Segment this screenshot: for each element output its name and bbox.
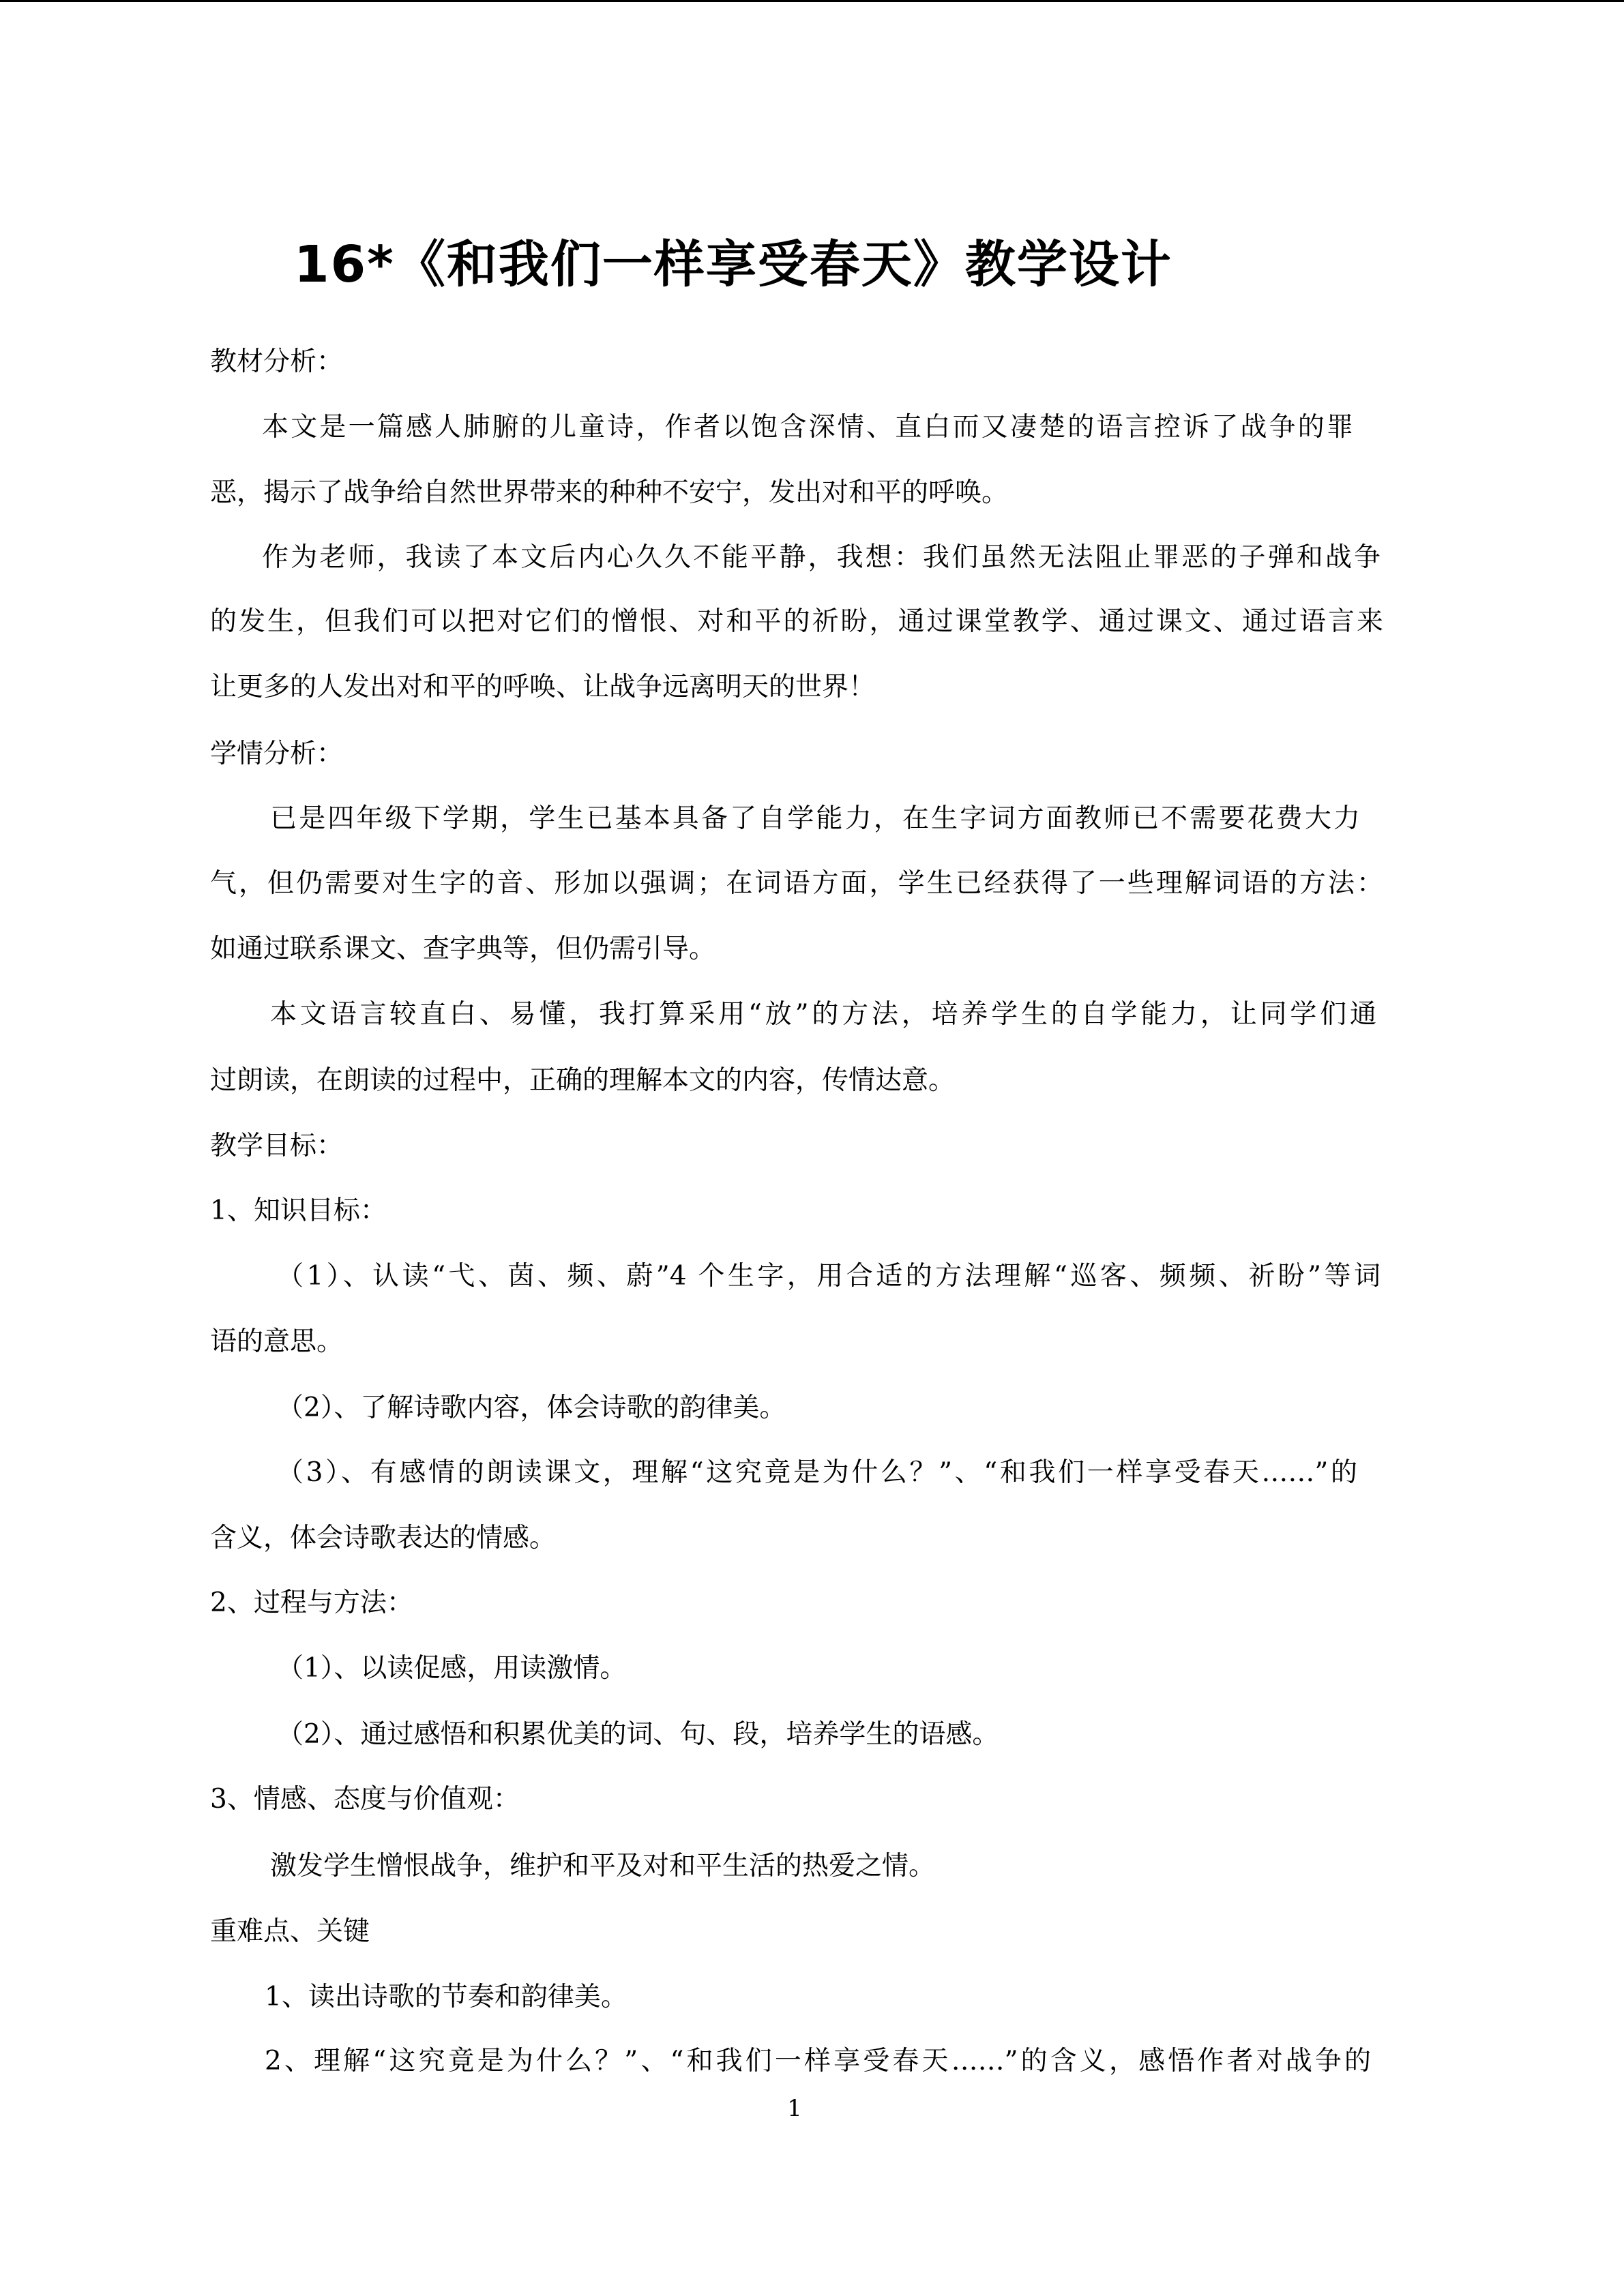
section-heading-textbook-analysis: 教材分析： bbox=[210, 346, 344, 377]
paragraph-line: 本文语言较直白、易懂，我打算采用“放”的方法，培养学生的自学能力，让同学们通 bbox=[270, 999, 1376, 1030]
paragraph-line: 已是四年级下学期，学生已基本具备了自学能力，在生字词方面教师已不需要花费大力 bbox=[270, 803, 1360, 834]
list-item-line: 2、理解“这究竟是为什么？”、“和我们一样享受春天……”的含义，感悟作者对战争的 bbox=[265, 2046, 1371, 2076]
paragraph-line: 作为老师，我读了本文后内心久久不能平静，我想：我们虽然无法阻止罪恶的子弹和战争 bbox=[262, 542, 1381, 573]
list-item-line: 语的意思。 bbox=[210, 1326, 344, 1357]
list-item-line: 1、读出诗歌的节奏和韵律美。 bbox=[265, 1982, 628, 2012]
paragraph-line: 过朗读，在朗读的过程中，正确的理解本文的内容，传情达意。 bbox=[210, 1065, 956, 1096]
list-item-line: 含义，体会诗歌表达的情感。 bbox=[210, 1523, 557, 1553]
list-item-line: （2）、通过感悟和积累优美的词、句、段，培养学生的语感。 bbox=[277, 1719, 999, 1750]
page-number: 1 bbox=[787, 2095, 802, 2122]
list-item-line: （3）、有感情的朗读课文，理解“这究竟是为什么？”、“和我们一样享受春天……”的 bbox=[277, 1457, 1357, 1488]
subheading-emotion-values: 3、情感、态度与价值观： bbox=[210, 1784, 520, 1815]
paragraph-line: 如通过联系课文、查字典等，但仍需引导。 bbox=[210, 934, 716, 964]
document-title: 16*《和我们一样享受春天》教学设计 bbox=[294, 235, 1172, 294]
page-top-border bbox=[0, 0, 1624, 2]
paragraph-line: 激发学生憎恨战争，维护和平及对和平生活的热爱之情。 bbox=[270, 1851, 936, 1881]
list-item-line: （1）、以读促感，用读激情。 bbox=[277, 1653, 627, 1684]
paragraph-line: 本文是一篇感人肺腑的儿童诗，作者以饱含深情、直白而又凄楚的语言控诉了战争的罪 bbox=[262, 412, 1353, 443]
section-heading-learner-analysis: 学情分析： bbox=[210, 739, 344, 769]
paragraph-line: 恶，揭示了战争给自然世界带来的种种不安宁，发出对和平的呼唤。 bbox=[210, 477, 1009, 508]
list-item-line: （2）、了解诗歌内容，体会诗歌的韵律美。 bbox=[277, 1392, 786, 1423]
subheading-knowledge-goals: 1、知识目标： bbox=[210, 1195, 387, 1226]
subheading-process-methods: 2、过程与方法： bbox=[210, 1587, 413, 1618]
section-heading-teaching-goals: 教学目标： bbox=[210, 1131, 344, 1161]
paragraph-line: 让更多的人发出对和平的呼唤、让战争远离明天的世界！ bbox=[210, 672, 876, 702]
section-heading-key-points: 重难点、关键 bbox=[210, 1916, 370, 1947]
paragraph-line: 的发生，但我们可以把对它们的憎恨、对和平的祈盼，通过课堂教学、通过课文、通过语言来 bbox=[210, 606, 1383, 637]
list-item-line: （1）、认读“弋、茵、频、蔚”4 个生字，用合适的方法理解“巡客、频频、祈盼”等词 bbox=[277, 1261, 1381, 1292]
paragraph-line: 气，但仍需要对生字的音、形加以强调；在词语方面，学生已经获得了一些理解词语的方法： bbox=[210, 868, 1383, 899]
